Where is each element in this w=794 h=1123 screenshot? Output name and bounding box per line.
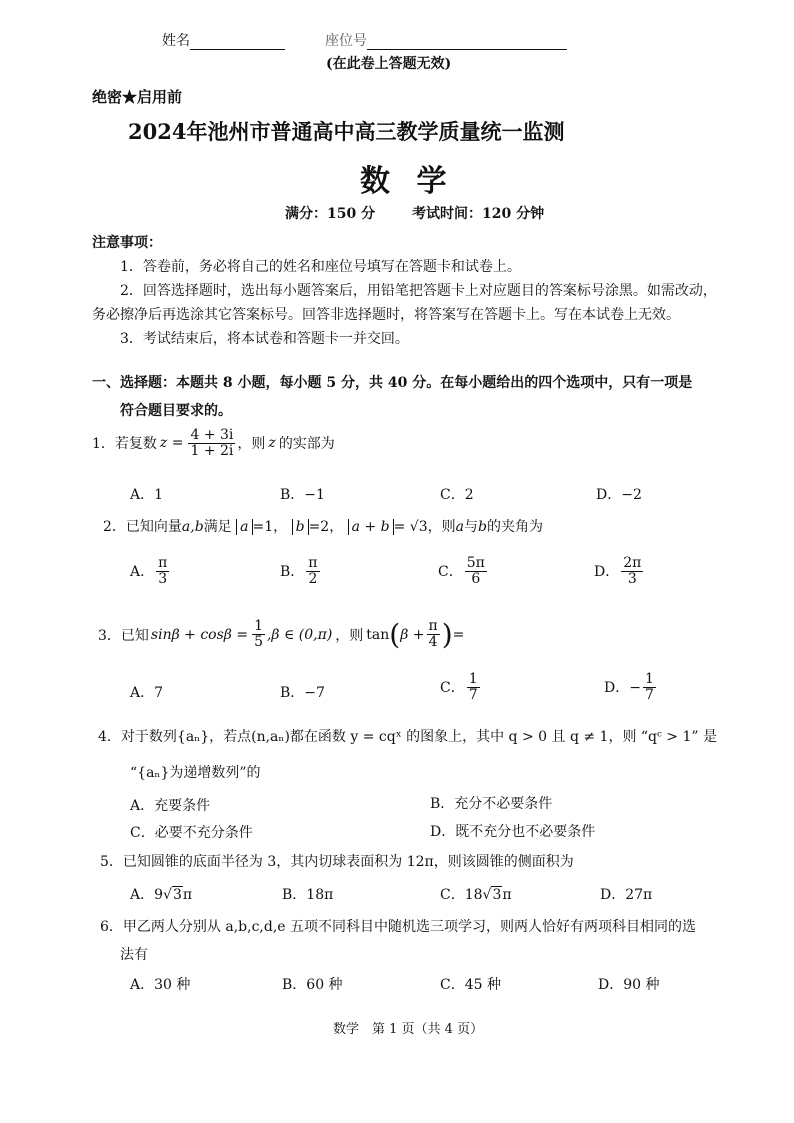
q3-d-num: 1	[644, 671, 654, 687]
name-field[interactable]	[162, 30, 285, 50]
q2-vectors: a,b	[181, 519, 204, 535]
q3-c-den: 7	[468, 686, 478, 703]
sqrt-icon: √	[163, 887, 172, 903]
q6-option-a[interactable]: A．30 种	[130, 977, 191, 993]
q1-option-b[interactable]: B．−1	[280, 487, 325, 503]
question-1-stem	[92, 428, 335, 458]
q3-d-den: 7	[644, 686, 654, 703]
q2-b-frac	[306, 556, 319, 586]
q3-option-c[interactable]	[440, 672, 482, 702]
seat-field[interactable]	[325, 30, 567, 50]
q3-post: ，则	[335, 627, 364, 644]
q2-option-b[interactable]	[280, 556, 322, 586]
time-info: 考试时间：120 分钟	[412, 206, 545, 222]
q4-option-d[interactable]: D．既不充分也不必要条件	[430, 824, 596, 840]
q2-eq3: = √3	[393, 519, 428, 535]
q3-d-frac	[643, 672, 656, 702]
q3-pi-num: π	[428, 618, 438, 635]
q3-pi-den: 4	[428, 634, 438, 650]
secret-mark: 绝密★启用前	[92, 88, 183, 106]
q2-d-label: D．	[594, 564, 620, 581]
q4-option-b[interactable]: B．充分不必要条件	[430, 796, 553, 812]
q2-b-label: B．	[280, 564, 305, 581]
score-info: 满分：150 分	[285, 206, 376, 222]
q3-expr: sinβ + cosβ =	[150, 626, 249, 643]
question-4-stem-cont: “{aₙ}为递增数列”的	[130, 765, 261, 781]
question-4-stem: 4．对于数列{aₙ}，若点(n,aₙ)都在函数 y = cqˣ 的图象上，其中 q > 0 且 q ≠ 1，则 “qᶜ > 1” 是	[98, 729, 718, 745]
q5-a-radicand: 3	[172, 887, 182, 903]
q5-option-d[interactable]: D．27π	[600, 887, 653, 903]
q2-c-den: 6	[471, 570, 481, 587]
q2-b-den: 2	[308, 570, 318, 587]
q1-option-c[interactable]: C．2	[440, 487, 474, 503]
q3-c-num: 1	[468, 671, 478, 687]
q2-post2: 与	[464, 519, 478, 535]
instructions-heading: 注意事项：	[92, 235, 162, 251]
q3-c-frac	[467, 672, 480, 702]
instruction-2b: 务必擦净后再选涂其它答案标号。回答非选择题时，将答案写在答题卡上。写在本试卷上无效。	[92, 307, 680, 323]
footer-page: 第 1 页（共 4 页）	[372, 1022, 484, 1037]
q1-num: 4 + 3i	[190, 427, 234, 443]
q2-a-den: 3	[158, 570, 168, 587]
q3-eq: =	[452, 626, 465, 643]
q5-option-a[interactable]	[130, 884, 192, 904]
q3-option-b[interactable]: B．−7	[280, 685, 325, 701]
q2-d-num: 2π	[623, 555, 642, 571]
q3-frac-num: 1	[254, 618, 263, 635]
question-6-stem-cont: 法有	[120, 947, 148, 963]
instruction-2a: 2．回答选择题时，选出每小题答案后，用铅笔把答题卡上对应题目的答案标号涂黑。如需改动，	[120, 283, 717, 299]
q2-d-den: 3	[627, 570, 637, 587]
subject-title: 数 学	[360, 164, 455, 199]
q3-option-d[interactable]	[604, 672, 658, 702]
q5-a-coef: A．9	[130, 887, 164, 903]
q2-prefix: 2．已知向量	[103, 519, 182, 535]
question-3-stem	[98, 618, 464, 651]
q2-cond: 满足	[203, 519, 232, 535]
notice: (在此卷上答题无效)	[326, 56, 452, 72]
sqrt-icon: √	[482, 887, 492, 903]
q1-var2: z	[268, 435, 276, 452]
q2-b-num: π	[308, 555, 318, 571]
q3-d-label: D．−	[604, 680, 641, 697]
q1-option-d[interactable]: D．−2	[596, 487, 642, 503]
question-5-stem: 5．已知圆锥的底面半径为 3，其内切球表面积为 12π，则该圆锥的侧面积为	[100, 854, 574, 870]
q3-option-a[interactable]: A．7	[130, 685, 164, 701]
q6-option-d[interactable]: D．90 种	[598, 977, 660, 993]
instruction-3: 3．考试结束后，将本试卷和答题卡一并交回。	[120, 331, 409, 347]
q2-option-c[interactable]	[438, 556, 489, 586]
seat-label: 座位号	[325, 33, 367, 49]
q2-c-num: 5π	[466, 555, 485, 571]
q5-option-b[interactable]: B．18π	[282, 887, 334, 903]
q1-var: z =	[159, 435, 184, 452]
name-label: 姓名	[162, 33, 190, 49]
q3-range: ,β ∈ (0,π)	[266, 626, 333, 643]
instruction-1: 1．答卷前，务必将自己的姓名和座位号填写在答题卡和试卷上。	[120, 259, 521, 275]
q5-option-c[interactable]	[440, 884, 512, 904]
q3-pi-frac	[427, 619, 440, 649]
q1-prefix: 1．若复数	[92, 436, 157, 453]
q2-post: ，则	[427, 519, 456, 535]
q3-prefix: 3．已知	[98, 627, 149, 644]
seat-input-line[interactable]	[367, 33, 567, 50]
q2-option-d[interactable]	[594, 556, 645, 586]
section-heading: 一、选择题：本题共 8 小题，每小题 5 分，共 40 分。在每小题给出的四个选项中，只有一项是	[92, 375, 693, 391]
question-6-stem: 6．甲乙两人分别从 a,b,c,d,e 五项不同科目中随机选三项学习，则两人恰好有两项科目相同的选	[100, 919, 697, 935]
q3-frac-den: 5	[254, 634, 263, 650]
q5-c-radicand: 3	[492, 887, 502, 903]
q1-den: 1 + 2i	[190, 442, 234, 459]
q2-c-frac	[465, 556, 487, 586]
footer-subject: 数学	[333, 1022, 360, 1037]
q3-beta: β +	[400, 626, 425, 643]
q4-option-a[interactable]: A．充要条件	[130, 798, 211, 814]
section-heading-cont: 符合题目要求的。	[120, 403, 232, 419]
q3-frac	[252, 619, 265, 649]
q1-post: ，则	[237, 436, 266, 453]
q2-post3: 的夹角为	[486, 519, 543, 535]
q1-post2: 的实部为	[278, 436, 335, 453]
q2-d-frac	[621, 556, 643, 586]
q2-eq2: =2，	[308, 519, 344, 535]
q6-option-c[interactable]: C．45 种	[440, 977, 501, 993]
q2-option-a[interactable]	[130, 556, 171, 586]
q2-abs-sum: a + b	[348, 519, 394, 535]
q2-abs-a: a	[236, 519, 252, 535]
q3-rparen: )	[441, 618, 453, 651]
q2-a-label: A．	[130, 564, 155, 581]
q2-abs-b: b	[292, 519, 309, 535]
q5-a-pi: π	[182, 887, 193, 903]
q5-c-pi: π	[502, 887, 512, 903]
q6-option-b[interactable]: B．60 种	[282, 977, 343, 993]
q2-a-frac	[156, 556, 169, 586]
q2-eq1: =1，	[252, 519, 288, 535]
page-title: 2024年池州市普通高中高三教学质量统一监测	[128, 119, 565, 144]
q3-lparen: (	[389, 618, 401, 651]
q1-option-a[interactable]: A．1	[130, 487, 164, 503]
question-2-stem: 2．已知向量a,b满足 a =1， b =2， a + b = √3，则a与b的夹角为	[103, 519, 543, 535]
q3-c-label: C．	[440, 680, 465, 697]
q4-option-c[interactable]: C．必要不充分条件	[130, 825, 253, 841]
q1-fraction	[188, 428, 235, 458]
q2-c-label: C．	[438, 564, 463, 581]
name-input-line[interactable]	[190, 33, 285, 50]
q3-tan: tan	[366, 626, 390, 643]
q5-c-coef: C．18	[440, 887, 483, 903]
q2-a-num: π	[158, 555, 168, 571]
